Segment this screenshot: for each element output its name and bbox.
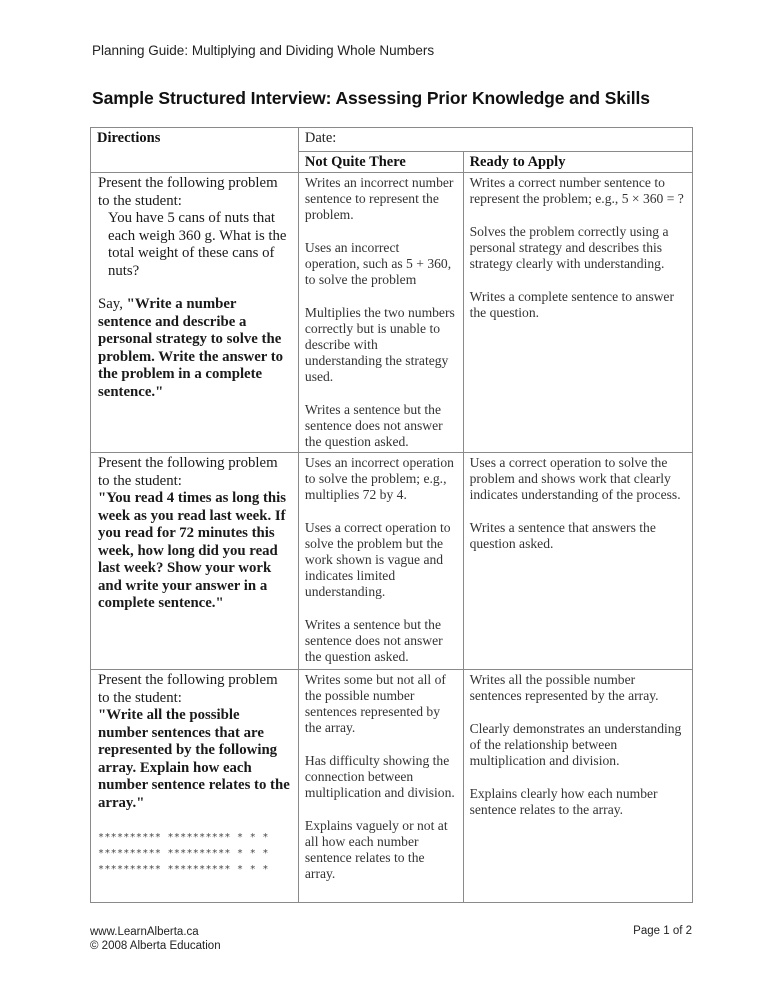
- running-header: Planning Guide: Multiplying and Dividing Whole Numbers: [92, 43, 435, 58]
- not-quite-there-cell: [298, 453, 463, 670]
- criterion: Writes some but not all of the possible number sentences represented by the array.: [304, 672, 446, 735]
- directions-intro: Present the following problem to the student:: [98, 455, 278, 489]
- array-row: ********** ********** * * *: [98, 832, 269, 843]
- table-row: [91, 173, 693, 453]
- criterion: Uses an incorrect operation, such as 5 + 360, to solve the problem: [304, 240, 452, 287]
- criterion: Writes a sentence but the sentence does not answer the question asked.: [304, 617, 443, 664]
- page-number: Page 1 of 2: [633, 925, 692, 937]
- array-row: ********** ********** * * *: [98, 864, 269, 875]
- table-row: [91, 670, 693, 903]
- not-quite-there-cell: [298, 173, 463, 453]
- star-array: [98, 830, 292, 878]
- page-title: Sample Structured Interview: Assessing Prior Knowledge and Skills: [92, 88, 650, 108]
- criterion: Solves the problem correctly using a personal strategy and describes this strategy clearly with understanding.: [469, 224, 669, 271]
- criterion: Writes a sentence but the sentence does not answer the question asked.: [304, 402, 443, 449]
- criterion: Writes an incorrect number sentence to represent the problem.: [304, 175, 454, 222]
- problem-text: You have 5 cans of nuts that each weigh 360 g. What is the total weight of these cans of nuts?: [108, 210, 287, 279]
- table-header-row: [91, 128, 693, 152]
- criterion: Writes a complete sentence to answer the question.: [469, 289, 674, 320]
- problem-prompt: "You read 4 times as long this week as you read last week. If you read for 72 minutes this week, how long did you read last week? Show your work and write your answer in a complete sentence.": [98, 490, 286, 611]
- problem-prompt: "Write all the possible number sentences that are represented by the following array. Explain how each number sentence relates to the array.": [98, 707, 290, 811]
- directions-intro: Present the following problem to the student:: [98, 175, 278, 209]
- ready-to-apply-cell: [463, 453, 692, 670]
- footer-credits: [90, 925, 221, 953]
- ready-to-apply-cell: [463, 670, 692, 903]
- date-field[interactable]: Date:: [298, 128, 692, 152]
- criterion: Uses an incorrect operation to solve the problem; e.g., multiplies 72 by 4.: [304, 455, 454, 502]
- directions-cell: [91, 453, 299, 670]
- criterion: Uses a correct operation to solve the problem but the work shown is vague and indicates limited understanding.: [304, 520, 451, 599]
- footer-copyright: © 2008 Alberta Education: [90, 940, 221, 952]
- interview-table: [90, 127, 693, 903]
- directions-intro: Present the following problem to the student:: [98, 672, 278, 706]
- say-prompt: "Write a number sentence and describe a personal strategy to solve the problem. Write the answer to the problem in a complete sentence.": [98, 296, 284, 400]
- directions-header: Directions: [91, 128, 299, 173]
- footer-website-link[interactable]: www.LearnAlberta.ca: [90, 926, 199, 938]
- not-quite-there-header: Not Quite There: [298, 151, 463, 172]
- criterion: Writes a sentence that answers the question asked.: [469, 520, 656, 551]
- criterion: Clearly demonstrates an understanding of the relationship between multiplication and division.: [469, 721, 682, 768]
- criterion: Has difficulty showing the connection between multiplication and division.: [304, 753, 455, 800]
- directions-cell: [91, 173, 299, 453]
- criterion: Uses a correct operation to solve the problem and shows work that clearly indicates understanding of the process.: [469, 455, 681, 502]
- not-quite-there-cell: [298, 670, 463, 903]
- ready-to-apply-header: Ready to Apply: [463, 151, 692, 172]
- criterion: Writes a correct number sentence to represent the problem; e.g., 5 × 360 = ?: [469, 175, 684, 206]
- criterion: Multiplies the two numbers correctly but is unable to describe with understanding the strategy used.: [304, 305, 455, 384]
- ready-to-apply-cell: [463, 173, 692, 453]
- criterion: Writes all the possible number sentences represented by the array.: [469, 672, 659, 703]
- say-instruction: [98, 296, 292, 401]
- say-prefix: Say,: [98, 296, 127, 312]
- directions-cell: [91, 670, 299, 903]
- criterion: Explains clearly how each number sentence relates to the array.: [469, 786, 658, 817]
- array-row: ********** ********** * * *: [98, 848, 269, 859]
- table-row: [91, 453, 693, 670]
- criterion: Explains vaguely or not at all how each number sentence relates to the array.: [304, 818, 448, 881]
